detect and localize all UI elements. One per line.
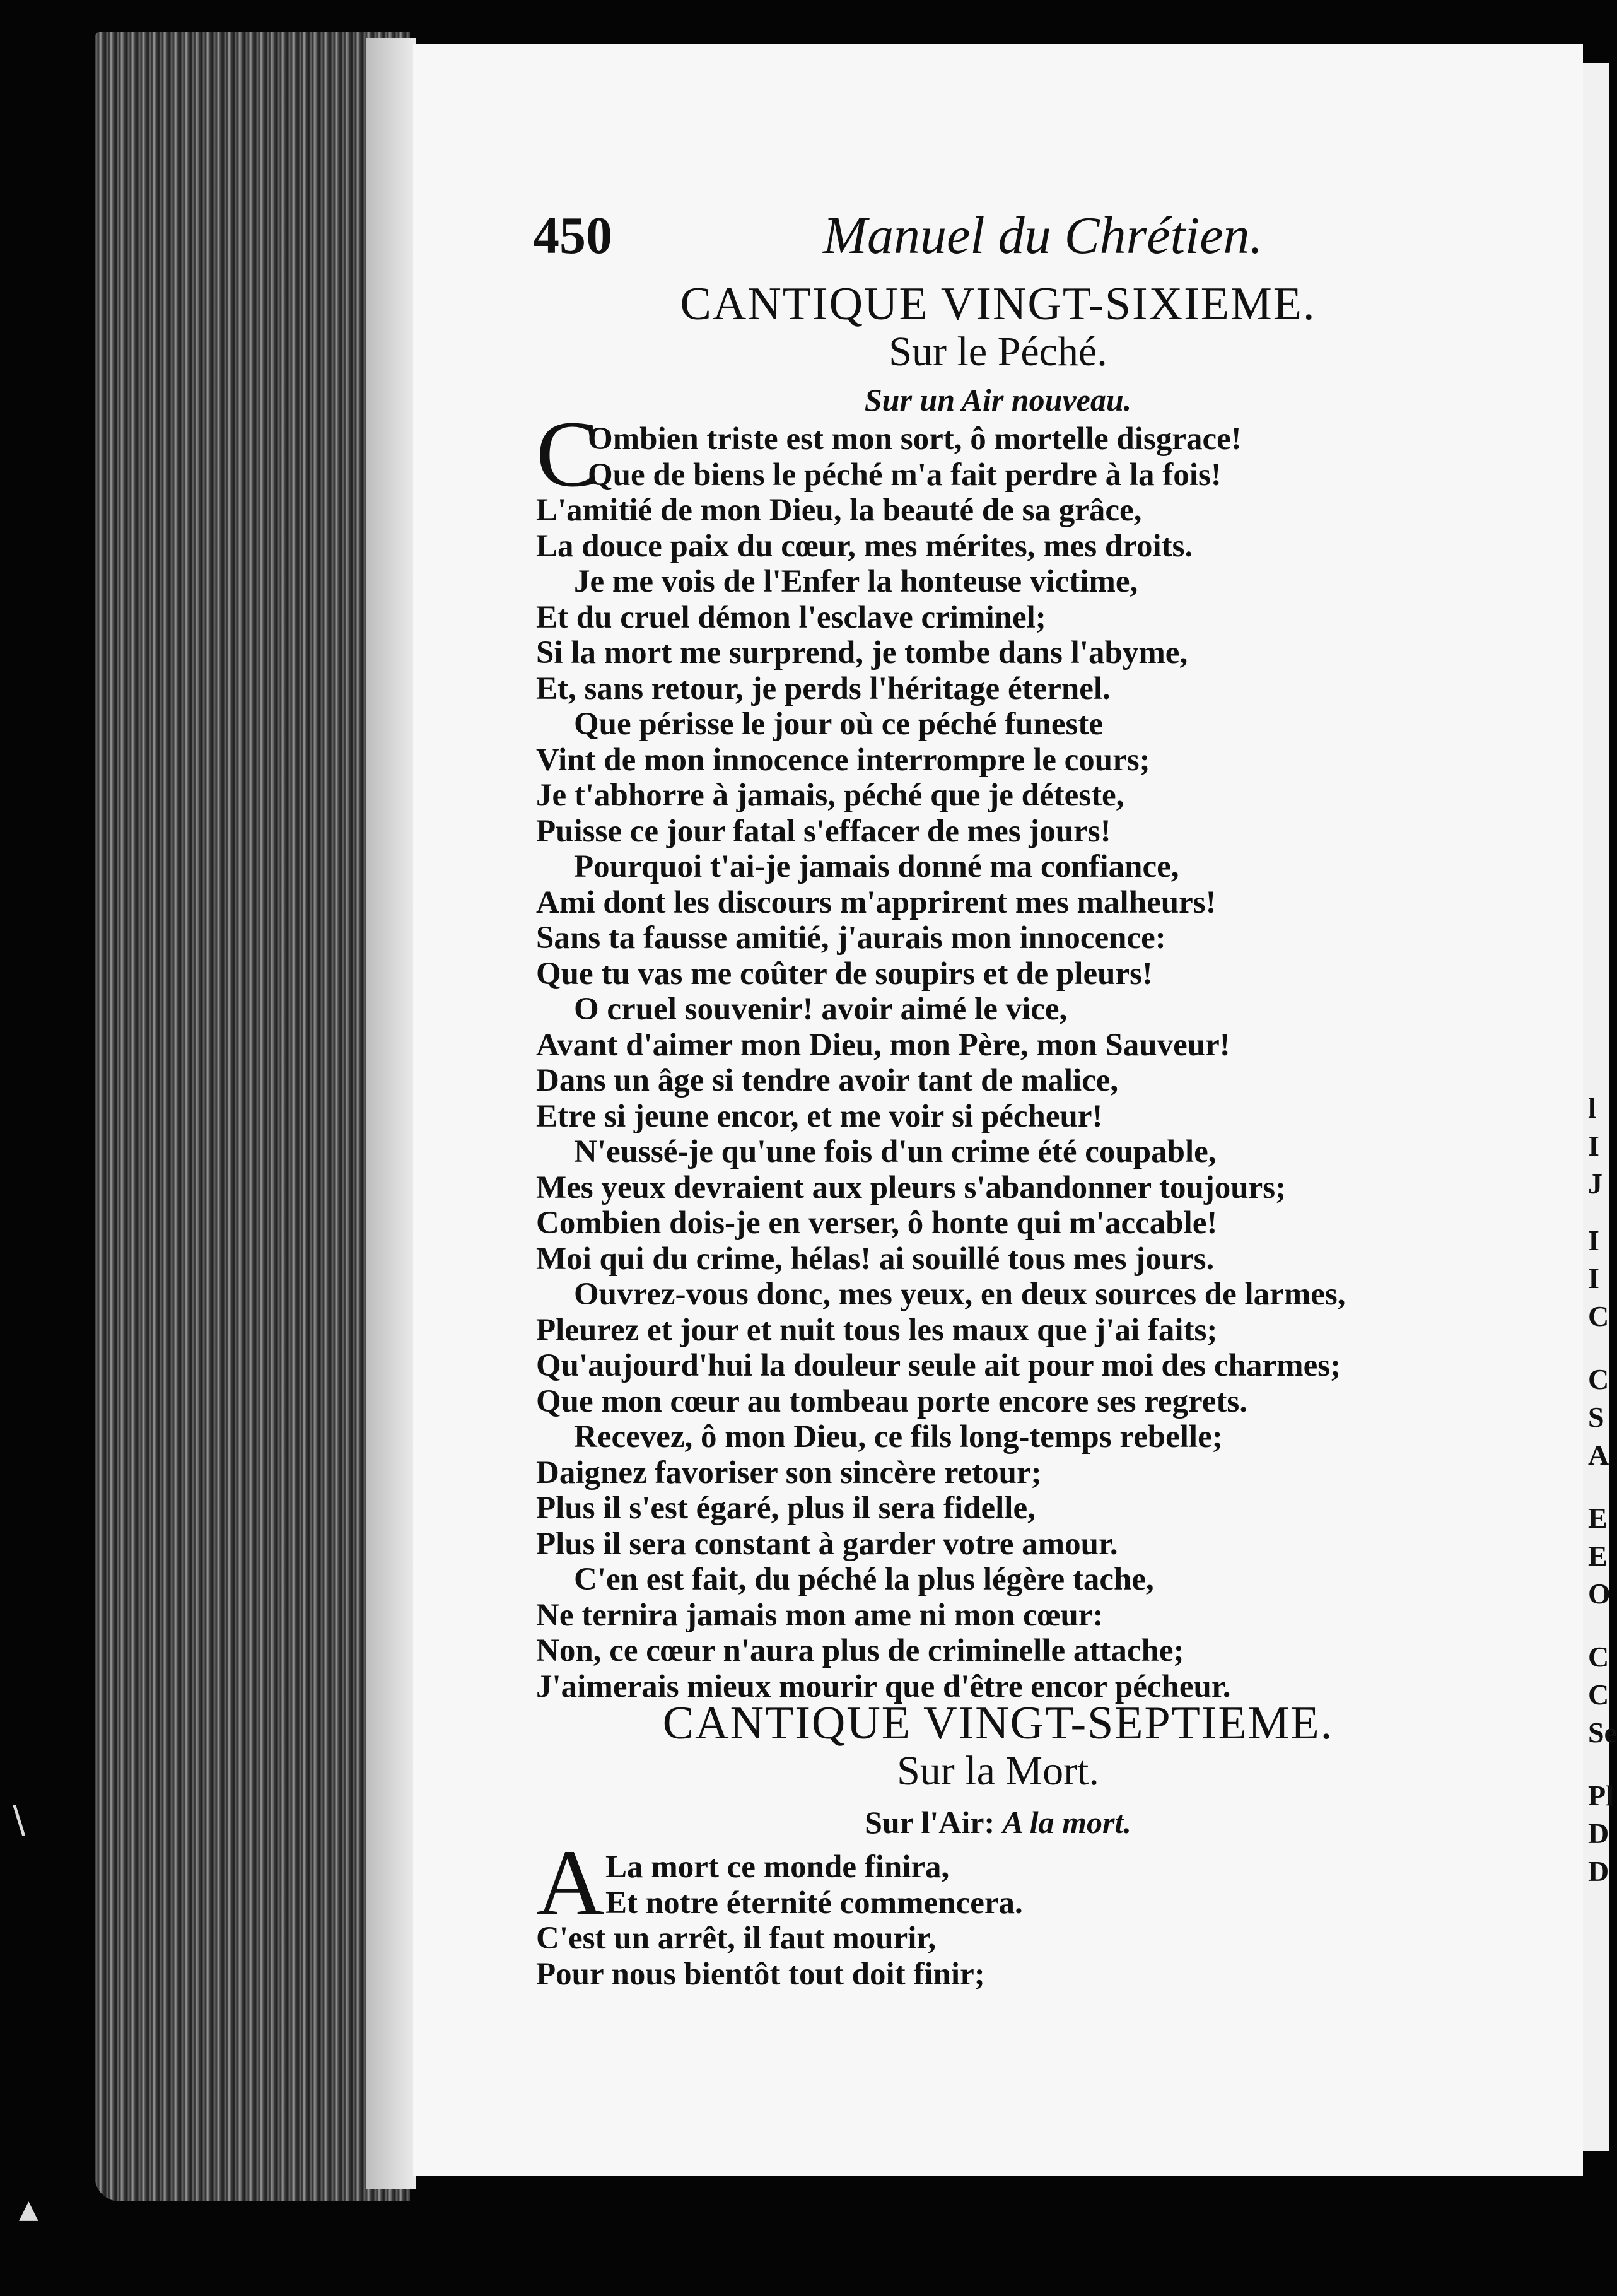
cantique-26-text [536,421,1570,1704]
facing-page-letter: O [1588,1578,1611,1610]
facing-page-letter: J [1588,1168,1602,1200]
verse-line: Ombien triste est mon sort, ô mortelle disgrace! [588,421,1242,457]
running-title: Manuel du Chrétien. [823,206,1263,265]
cantique-26-title: CANTIQUE VINGT-SIXIEME. [680,278,1316,330]
cantique-26-air-text: Sur un Air nouveau. [864,382,1132,418]
verse-line: Que périsse le jour où ce péché funeste [574,706,1104,742]
verse-line: Ouvrez-vous donc, mes yeux, en deux sources de larmes, [574,1277,1346,1312]
facing-page-letter: E [1588,1502,1608,1534]
verse-line: Si la mort me surprend, je tombe dans l'abyme, [536,635,1188,671]
cantique-27-text [536,1849,1570,1992]
verse-line: Et du cruel démon l'esclave criminel; [536,599,1046,635]
verse-line: Daignez favoriser son sincère retour; [536,1455,1042,1491]
facing-page-letter: C [1588,1678,1609,1711]
verse-line: Et, sans retour, je perds l'héritage éternel. [536,671,1111,706]
cantique-27-air-name: A la mort. [1002,1805,1131,1840]
facing-page-letter: I [1588,1262,1599,1294]
facing-page-letter: C [1588,1641,1609,1673]
verse-line: La douce paix du cœur, mes mérites, mes droits. [536,528,1193,564]
cantique-27-air-prefix: Sur l'Air: [865,1805,995,1840]
facing-page-letter: C [1588,1300,1609,1332]
book-fore-edge [95,32,410,2201]
verse-line: Ami dont les discours m'apprirent mes malheurs! [536,884,1217,920]
cantique-26-subject: Sur le Péché. [889,329,1107,375]
verse-line: C'en est fait, du péché la plus légère tache, [574,1562,1154,1597]
facing-page-letter: Se [1588,1716,1617,1748]
verse-line: Mes yeux devraient aux pleurs s'abandonner toujours; [536,1169,1287,1205]
page-number: 450 [533,206,612,265]
verse-line: Que de biens le péché m'a fait perdre à la fois! [588,457,1222,493]
verse-line: Dans un âge si tendre avoir tant de malice, [536,1063,1119,1098]
facing-page-letter: l [1588,1092,1596,1124]
verse-line: Sans ta fausse amitié, j'aurais mon innocence: [536,920,1166,956]
verse-line: Pleurez et jour et nuit tous les maux que j'ai faits; [536,1312,1218,1348]
page-stack [366,38,416,2189]
page-header [413,205,1583,274]
verse-line: Non, ce cœur n'aura plus de criminelle attache; [536,1633,1184,1668]
verse-line: J'aimerais mieux mourir que d'être encor pécheur. [536,1668,1231,1704]
cantique-27-title: CANTIQUE VINGT-SEPTIEME. [662,1697,1334,1749]
facing-page-letter: A [1588,1439,1609,1471]
verse-line: Puisse ce jour fatal s'effacer de mes jours! [536,813,1111,849]
verse-line: Je t'abhorre à jamais, péché que je déteste, [536,778,1124,813]
verse-line: Combien dois-je en verser, ô honte qui m'accable! [536,1205,1218,1241]
verse-line: La mort ce monde finira, [605,1849,950,1885]
facing-page-letter: C [1588,1363,1609,1395]
verse-line: Pour nous bientôt tout doit finir; [536,1956,985,1992]
verse-line: Je me vois de l'Enfer la honteuse victime, [574,564,1138,599]
facing-page-letter: I [1588,1130,1599,1162]
verse-line: Vint de mon innocence interrompre le cours; [536,742,1150,778]
verse-line: Que tu vas me coûter de soupirs et de pleurs! [536,956,1153,992]
verse-line: Ne ternira jamais mon ame ni mon cœur: [536,1597,1104,1633]
verse-line: Etre si jeune encor, et me voir si pécheur! [536,1098,1103,1134]
scan-artifact-mark: ▲ [19,2195,38,2224]
verse-line: Moi qui du crime, hélas! ai souillé tous mes jours. [536,1241,1215,1277]
verse-line: Qu'aujourd'hui la douleur seule ait pour moi des charmes; [536,1348,1341,1383]
verse-line: Avant d'aimer mon Dieu, mon Père, mon Sauveur! [536,1027,1230,1063]
facing-page-letter: I [1588,1224,1599,1256]
cantique-26-drop-cap: C [536,402,600,507]
verse-line: Pourquoi t'ai-je jamais donné ma confiance, [574,849,1179,884]
verse-line: Que mon cœur au tombeau porte encore ses regrets. [536,1383,1247,1419]
facing-page-letter: S [1588,1401,1604,1433]
verse-line: O cruel souvenir! avoir aimé le vice, [574,992,1068,1027]
facing-page-letter: D [1588,1855,1609,1887]
book-page [413,44,1583,2176]
verse-line: Plus il s'est égaré, plus il sera fidelle, [536,1491,1036,1526]
facing-page-letter: D [1588,1817,1609,1849]
facing-page-edge [1583,63,1617,2151]
verse-line: N'eussé-je qu'une fois d'un crime été coupable, [574,1134,1217,1169]
facing-page-letter: Pl [1588,1779,1614,1812]
verse-line: Recevez, ô mon Dieu, ce fils long-temps rebelle; [574,1419,1223,1455]
verse-line: Et notre éternité commencera. [605,1885,1023,1921]
cantique-27-subject: Sur la Mort. [897,1748,1099,1794]
scan-artifact-mark: \ [13,1798,26,1842]
verse-line: C'est un arrêt, il faut mourir, [536,1921,937,1956]
facing-page-letter: E [1588,1540,1608,1572]
verse-line: L'amitié de mon Dieu, la beauté de sa grâce, [536,493,1142,528]
verse-line: Plus il sera constant à garder votre amour. [536,1526,1118,1562]
cantique-27-drop-cap: A [536,1830,605,1935]
